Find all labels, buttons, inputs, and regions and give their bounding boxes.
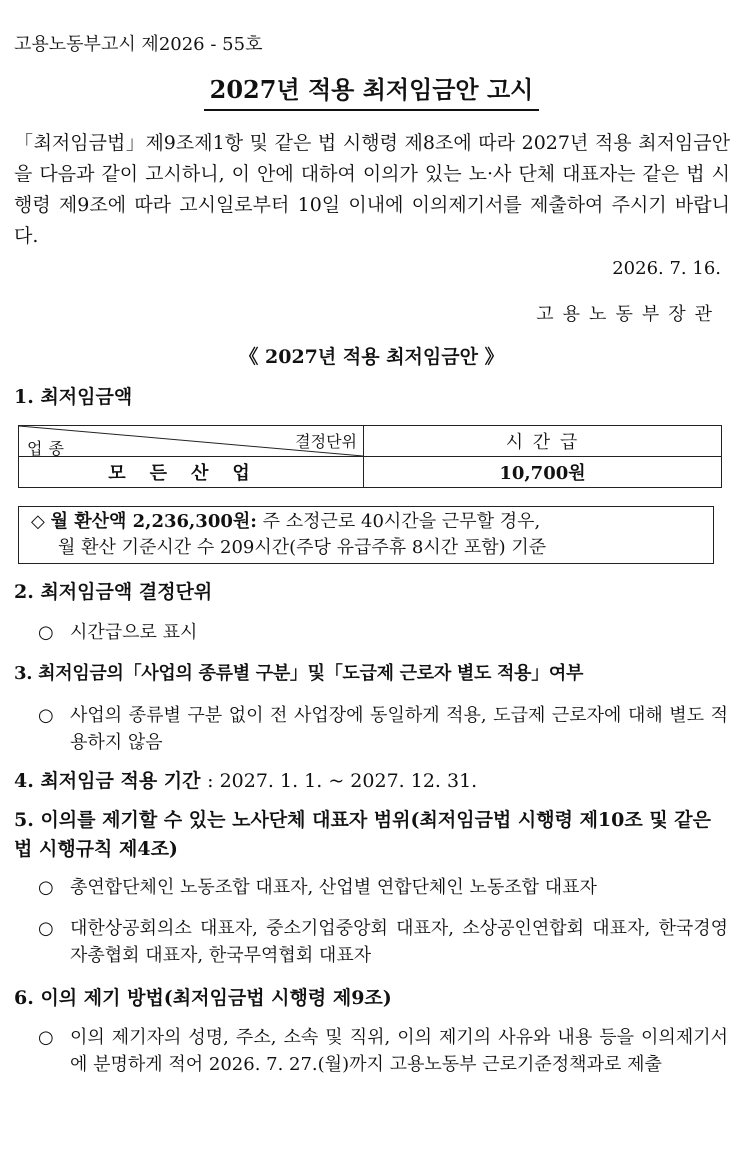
cell-hourly-wage-value: 10,700원 [364, 457, 722, 488]
section-3-title: 3. 최저임금의「사업의 종류별 구분」및「도급제 근로자 별도 적용」여부 [14, 663, 584, 684]
section-5-title: 5. 이의를 제기할 수 있는 노사단체 대표자 범위(최저임금법 시행령 제10조 및 같은 법 시행규칙 제4조) [14, 809, 712, 860]
monthly-amount-text-1: 주 소정근로 40시간을 근무할 경우, [262, 511, 541, 532]
monthly-conversion-box [18, 506, 714, 564]
table-header-row [19, 426, 722, 457]
notice-date: 2026. 7. 16. [612, 258, 721, 279]
list-item [38, 1024, 728, 1078]
cell-all-industries: 모든산업 [19, 457, 364, 488]
section-4-period: : 2027. 1. 1. ~ 2027. 12. 31. [207, 770, 478, 792]
notice-number: 고용노동부고시 제2026 - 55호 [14, 34, 263, 55]
list-item-text: 사업의 종류별 구분 없이 전 사업장에 동일하게 적용, 도급제 근로자에 대해 별도 적용하지 않음 [70, 705, 728, 753]
bullet-circle-icon: ○ [38, 1027, 54, 1048]
bullet-circle-icon: ○ [38, 705, 54, 726]
list-item-text: 총연합단체인 노동조합 대표자, 산업별 연합단체인 노동조합 대표자 [70, 877, 597, 898]
list-item [38, 874, 728, 901]
section-heading: 《 2027년 적용 최저임금안 》 [239, 346, 504, 368]
monthly-amount-text-2: 월 환산 기준시간 수 209시간(주당 유급주휴 8시간 포함) 기준 [58, 537, 547, 558]
document-title [0, 70, 743, 111]
section-1-title: 1. 최저임금액 [14, 386, 133, 408]
bullet-circle-icon: ○ [38, 918, 54, 939]
intro-paragraph: 「최저임금법」제9조제1항 및 같은 법 시행령 제8조에 따라 2027년 적용 최저임금안을 다음과 같이 고시하니, 이 안에 대하여 이의가 있는 노·사 단체 대표자는 같은 법 시행령 제9조에 따라 고시일로부터 10일 이내에 이의제기서를 제출하여 주시기 바랍니다. [14, 132, 730, 247]
table-row [19, 457, 722, 488]
document-title-text: 2027년 적용 최저임금안 고시 [204, 70, 540, 111]
list-item [38, 915, 728, 969]
monthly-amount-label: 월 환산액 2,236,300원: [50, 511, 257, 532]
header-hourly-wage: 시 간 급 [364, 426, 722, 457]
table-header-diagonal-cell [19, 426, 364, 457]
list-item [38, 619, 728, 646]
header-industry: 업종 [27, 439, 70, 458]
section-6-title: 6. 이의 제기 방법(최저임금법 시행령 제9조) [14, 987, 392, 1009]
header-decision-unit: 결정단위 [295, 432, 357, 451]
section-4 [14, 767, 730, 795]
minimum-wage-table [18, 425, 722, 488]
section-4-title: 4. 최저임금 적용 기간 [14, 770, 201, 792]
issuer: 고용노동부장관 [536, 304, 721, 325]
bullet-circle-icon: ○ [38, 877, 54, 898]
bullet-circle-icon: ○ [38, 622, 54, 643]
list-item-text: 대한상공회의소 대표자, 중소기업중앙회 대표자, 소상공인연합회 대표자, 한국경영자총협회 대표자, 한국무역협회 대표자 [70, 918, 728, 966]
section-2-title: 2. 최저임금액 결정단위 [14, 581, 213, 603]
list-item [38, 702, 728, 756]
list-item-text: 이의 제기자의 성명, 주소, 소속 및 직위, 이의 제기의 사유와 내용 등을 이의제기서에 분명하게 적어 2026. 7. 27.(월)까지 고용노동부 근로기준정책과로 제출 [70, 1027, 728, 1075]
diamond-icon: ◇ [31, 511, 45, 532]
list-item-text: 시간급으로 표시 [70, 622, 198, 643]
